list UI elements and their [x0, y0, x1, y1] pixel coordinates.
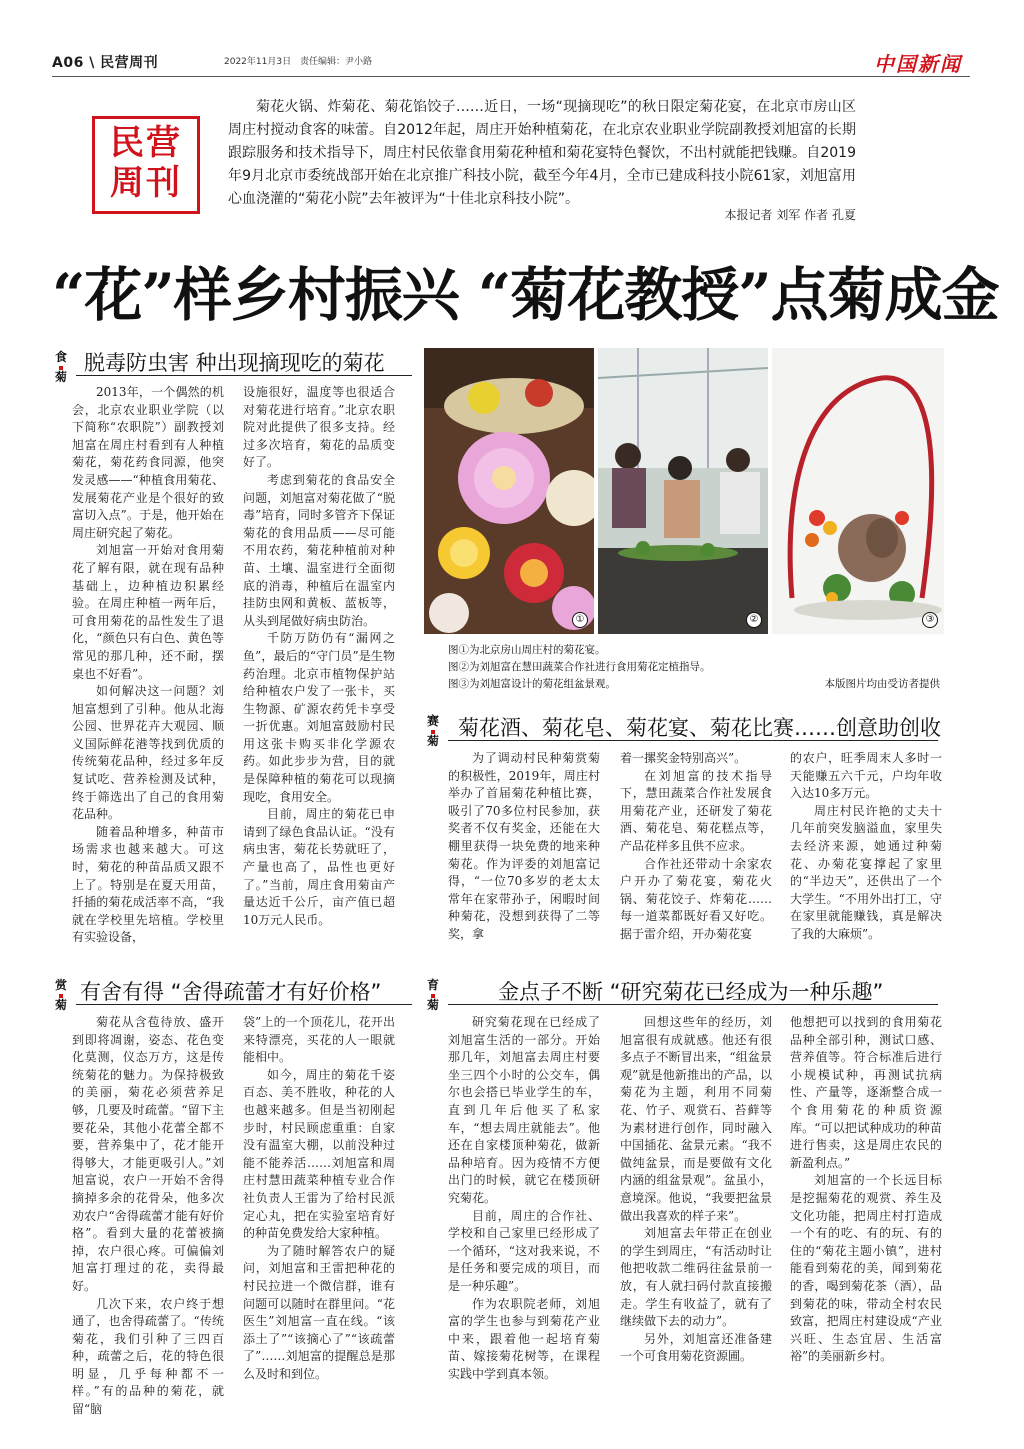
section-tag [52, 978, 70, 1012]
article-column [243, 384, 395, 929]
section-tag-char: 菊 [426, 998, 439, 1012]
article-column [72, 384, 224, 947]
masthead [52, 52, 972, 74]
section-tag-char: 赛 [426, 714, 439, 728]
lede-paragraph: 菊花火锅、炸菊花、菊花馅饺子……近日，一场“现摘现吃”的秋日限定菊花宴，在北京市房山区周庄村搅动食客的味蕾。自2012年起，周庄开始种植菊花，在北京农业职业学院副教授刘旭富的长期跟踪服务和技术指导下，周庄村民依靠食用菊花种植和菊花宴特色餐饮，不出村就能把钱赚。自2019年9月北京市委统战部开始在北京推广科技小院，截至今年4月，全市已建成科技小院61家，刘旭富用心血浇灌的“菊花小院”去年被评为“十佳北京科技小院”。 [228, 99, 856, 207]
section-title: 金点子不断 “研究菊花已经成为一种乐趣” [498, 980, 884, 1004]
paragraph: 目前，周庄的菊花已申请到了绿色食品认证。“没有病虫害，菊花长势就旺了，产量也高了，品性也更好了。”当前，周庄食用菊亩产量达近千公斤，亩产值已超10万元人民币。 [243, 807, 395, 927]
section-tag-char: 赏 [54, 978, 67, 992]
section-tag-char: 菊 [54, 370, 67, 384]
article-column [448, 750, 600, 944]
article-column [620, 750, 772, 944]
article-column [790, 1014, 942, 1366]
newspaper-logo: 中国新闻 [874, 52, 962, 76]
stamp-line-2: 周刊 [110, 163, 182, 203]
section-title: 脱毒防虫害 种出现摘现吃的菊花 [84, 351, 385, 375]
paragraph: 袋”上的一个顶花儿，花开出来特漂亮，买花的人一眼就能相中。 [243, 1015, 395, 1065]
paragraph: 刘旭富一开始对食用菊花了解有限，就在现有品种基础上，边种植边积累经验。在周庄种植一两年后，可食用菊花的品性发生了退化，“颜色只有白色、黄色等常见的那几种，还不耐，摆桌也不好看”。 [72, 543, 224, 681]
section-rule [76, 1004, 412, 1005]
paragraph: 研究菊花现在已经成了刘旭富生活的一部分。开始那几年，刘旭富去周庄村要坐三四个小时的公交车，偶尔也会搭已毕业学生的车，直到几年后他买了私家车，“想去周庄就能去”。他还在自家楼顶种菊花，做新品种培育。因为疫情不方便出门的时候，就它在楼顶研究菊花。 [448, 1015, 600, 1205]
section-tag-char: 食 [54, 350, 67, 364]
paragraph: 合作社还带动十余家农户开办了菊花宴，菊花火锅、菊花饺子、炸菊花……每一道菜都既好看又好吃。据于雷介绍，开办菊花宴 [620, 856, 772, 941]
responsible-editor: 责任编辑：尹小路 [300, 57, 373, 67]
paragraph: 另外，刘旭富还准备建一个可食用菊花资源圃。 [620, 1331, 772, 1364]
paragraph: 回想这些年的经历，刘旭富很有成就感。他还有很多点子不断冒出来，“组盆景观”就是他新推出的产品，以菊花为主题，利用不同菊花、竹子、观赏石、苔藓等为素材进行创作，同时融入中国插花、盆景元素。“我不做纯盆景，而是要做有文化内涵的组盆景观”。盆虽小，意境深。他说，“我要把盆景做出我喜欢的样子来”。 [620, 1015, 772, 1223]
paragraph: 在刘旭富的技术指导下，慧田蔬菜合作社发展食用菊花产业，还研发了菊花酒、菊花皂、菊花糕点等，产品花样多且供不应求。 [620, 768, 772, 853]
banquet-image [424, 348, 594, 634]
article-column [620, 1014, 772, 1366]
article-column [243, 1014, 395, 1383]
photo-caption: 图①为北京房山周庄村的菊花宴。 [448, 644, 606, 656]
section-rule [448, 740, 938, 741]
paragraph: 几次下来，农户终于想通了，也舍得疏蕾了。“传统菊花，我们引种了三四百种，疏蕾之后，花的特色很明显，几乎每种都不一样。”有的品种的菊花，就留“脑 [72, 1296, 224, 1417]
paragraph: 目前，周庄的合作社、学校和自己家里已经形成了一个循环，“这对我来说，不是任务和要完成的项目，而是一种乐趣”。 [448, 1208, 600, 1293]
photo-planting-guidance [598, 348, 768, 634]
byline: 本报记者 刘军 作者 孔夏 [724, 208, 856, 222]
paragraph: 设施很好，温度等也很适合对菊花进行培育。”北京农职院对此提供了很多支持。经过多次培育，菊花的品质变好了。 [243, 385, 395, 470]
paragraph: 千防万防仍有“漏网之鱼”，最后的“守门员”是生物药治理。北京市植物保护站给种植农户发了一张卡，买生物源、矿源农药凭卡享受一折优惠。刘旭富鼓励村民用这张卡购买非化学源农药。如此步步为营，目的就是保障种植的菊花可以现摘现吃，食用安全。 [243, 631, 395, 804]
photo-caption: 图②为刘旭富在慧田蔬菜合作社进行食用菊花定植指导。 [448, 661, 711, 673]
paragraph: 刘旭富去年带正在创业的学生到周庄，“有活动时让他把收款二维码往盆景前一放，有人就扫码付款直接搬走。学生有收益了，就有了继续做下去的动力”。 [620, 1226, 772, 1329]
section-title: 有舍有得 “舍得疏蕾才有好价格” [80, 980, 382, 1004]
paragraph: 着一摞奖金特别高兴”。 [620, 751, 747, 765]
paragraph: 2013年，一个偶然的机会，北京农业职业学院（以下简称“农职院”）副教授刘旭富在周庄村看到有人种植菊花，菊花药食同源，他突发灵感——“种植食用菊花、发展菊花产业是个很好的致富切入点”。于是，他开始在周庄研究起了菊花。 [72, 385, 224, 540]
paragraph: 他想把可以找到的食用菊花品种全部引种，测试口感、营养值等。符合标准后进行小规模试种，再测试抗病性、产量等，逐渐整合成一个食用菊花的种质资源库。“可以把试种成功的种苗进行售卖，这是周庄农民的新盈利点。” [790, 1015, 942, 1170]
paragraph: 为了调动村民种菊赏菊的积极性，2019年，周庄村举办了首届菊花种植比赛，吸引了70多位村民参加，获奖者不仅有奖金，还能在大棚里获得一块免费的地来种菊花。作为评委的刘旭富记得，“一位70多岁的老太太常年在家带孙子，闲暇时间种菊花，没想到获得了二等奖，拿 [448, 751, 600, 941]
masthead-rule [52, 76, 970, 77]
photo-number: ③ [922, 612, 938, 628]
paragraph: 如何解决这一问题？刘旭富想到了引种。他从北海公园、世界花卉大观园、顺义国际鲜花港等找到优质的传统菊花品种，经过多年反复试吃、营养检测及试种，终于筛选出了自己的食用菊花品种。 [72, 684, 224, 822]
main-headline: “花”样乡村振兴 “菊花教授”点菊成金 [52, 261, 999, 329]
paragraph: 周庄村民许艳的丈夫十几年前突发脑溢血，家里失去经济来源，她通过种菊花、办菊花宴撑起了家里的“半边天”，还供出了一个大学生。“不用外出打工，守在家里就能赚钱，真是解决了我的大麻烦”。 [790, 803, 942, 941]
section-tag-char: 育 [426, 978, 439, 992]
bonsai-image [772, 348, 944, 634]
issue-date: 2022年11月3日 [224, 57, 292, 67]
section-tag [424, 978, 442, 1012]
page-number: A06 \ 民营周刊 [52, 55, 159, 71]
photo-caption: 图③为刘旭富设计的菊花组盆景观。 [448, 678, 616, 690]
photo-chrysanthemum-banquet [424, 348, 594, 634]
paragraph: 的农户，旺季周末人多时一天能赚五六千元，户均年收入达10多万元。 [790, 751, 942, 801]
photo-credit: 本版图片均由受访者提供 [824, 678, 940, 690]
section-tag-char: 菊 [54, 998, 67, 1012]
section-tag [52, 350, 70, 384]
paragraph: 考虑到菊花的食品安全问题，刘旭富对菊花做了“脱毒”培育，同时多管齐下保证菊花的食用品质——尽可能不用农药，菊花种植前对种苗、土壤、温室进行全面彻底的消毒，种植后在温室内挂防虫网和黄板、蓝板等，从头到尾做好病虫防治。 [243, 472, 395, 628]
photo-strip [424, 348, 944, 634]
section-rule [76, 375, 412, 376]
paragraph: 为了随时解答农户的疑问，刘旭富和王雷把种花的村民拉进一个微信群，谁有问题可以随时在群里问。“花医生”刘旭富一直在线。“该添土了”“该摘心了”“该疏蕾了”……刘旭富的提醒总是那么及时和到位。 [243, 1243, 395, 1381]
article-column [72, 1014, 224, 1419]
paragraph: 刘旭富的一个长远目标是挖掘菊花的观赏、养生及文化功能，把周庄村打造成一个有的吃、有的玩、有的住的“菊花主题小镇”，进村能看到菊花的美，闻到菊花的香，喝到菊花茶（酒），品到菊花的味，带动全村农民致富，把周庄村建设成“产业兴旺、生态宜居、生活富裕”的美丽新乡村。 [790, 1173, 942, 1364]
photo-number: ② [746, 612, 762, 628]
photo-bonsai-arrangement [772, 348, 944, 634]
stamp-line-1: 民营 [110, 123, 182, 163]
paragraph: 如今，周庄的菊花千姿百态、美不胜收，种花的人也越来越多。但是当初刚起步时，村民顾虑重重：自家没有温室大棚，以前没种过能不能养活……刘旭富和周庄村慧田蔬菜种植专业合作社负责人王雷为了给村民派定心丸，把在实验室培育好的种苗免费发给大家种植。 [243, 1067, 395, 1241]
photo-captions [448, 642, 788, 693]
section-title: 菊花酒、菊花皂、菊花宴、菊花比赛……创意助创收 [458, 716, 941, 740]
photo-number: ① [572, 612, 588, 628]
paragraph: 随着品种增多，种苗市场需求也越来越大。可这时，菊花的种苗品质又跟不上了。特别是在夏天用苗，扦插的菊花成活率不高，“我就在学校里先培植。学校里有实验设备， [72, 824, 224, 945]
paragraph: 作为农职院老师，刘旭富的学生也参与到菊花产业中来，跟着他一起培育菊苗、嫁接菊花树等，在课程实践中学到真本领。 [448, 1296, 600, 1381]
article-column [448, 1014, 600, 1383]
section-tag [424, 714, 442, 748]
paragraph: 菊花从含苞待放、盛开到即将凋谢，姿态、花色变化莫测，仪态万方，这是传统菊花的魅力。为保持极致的美丽，菊花必须营养足够，几要及时疏蕾。“留下主要花朵，其他小花蕾全都不要，营养集中了，花才能开得够大，才能更吸引人。”刘旭富说，农户一开始不舍得摘掉多余的花骨朵，他多次劝农户“舍得疏蕾才能有好价格”。看到大量的花蕾被摘掉，农户很心疼。可偏偏刘旭富打理过的花，卖得最好。 [72, 1015, 224, 1293]
guidance-image [598, 348, 768, 634]
section-rule [448, 1004, 938, 1005]
section-stamp [92, 116, 200, 214]
article-column [790, 750, 942, 944]
section-tag-char: 菊 [426, 734, 439, 748]
